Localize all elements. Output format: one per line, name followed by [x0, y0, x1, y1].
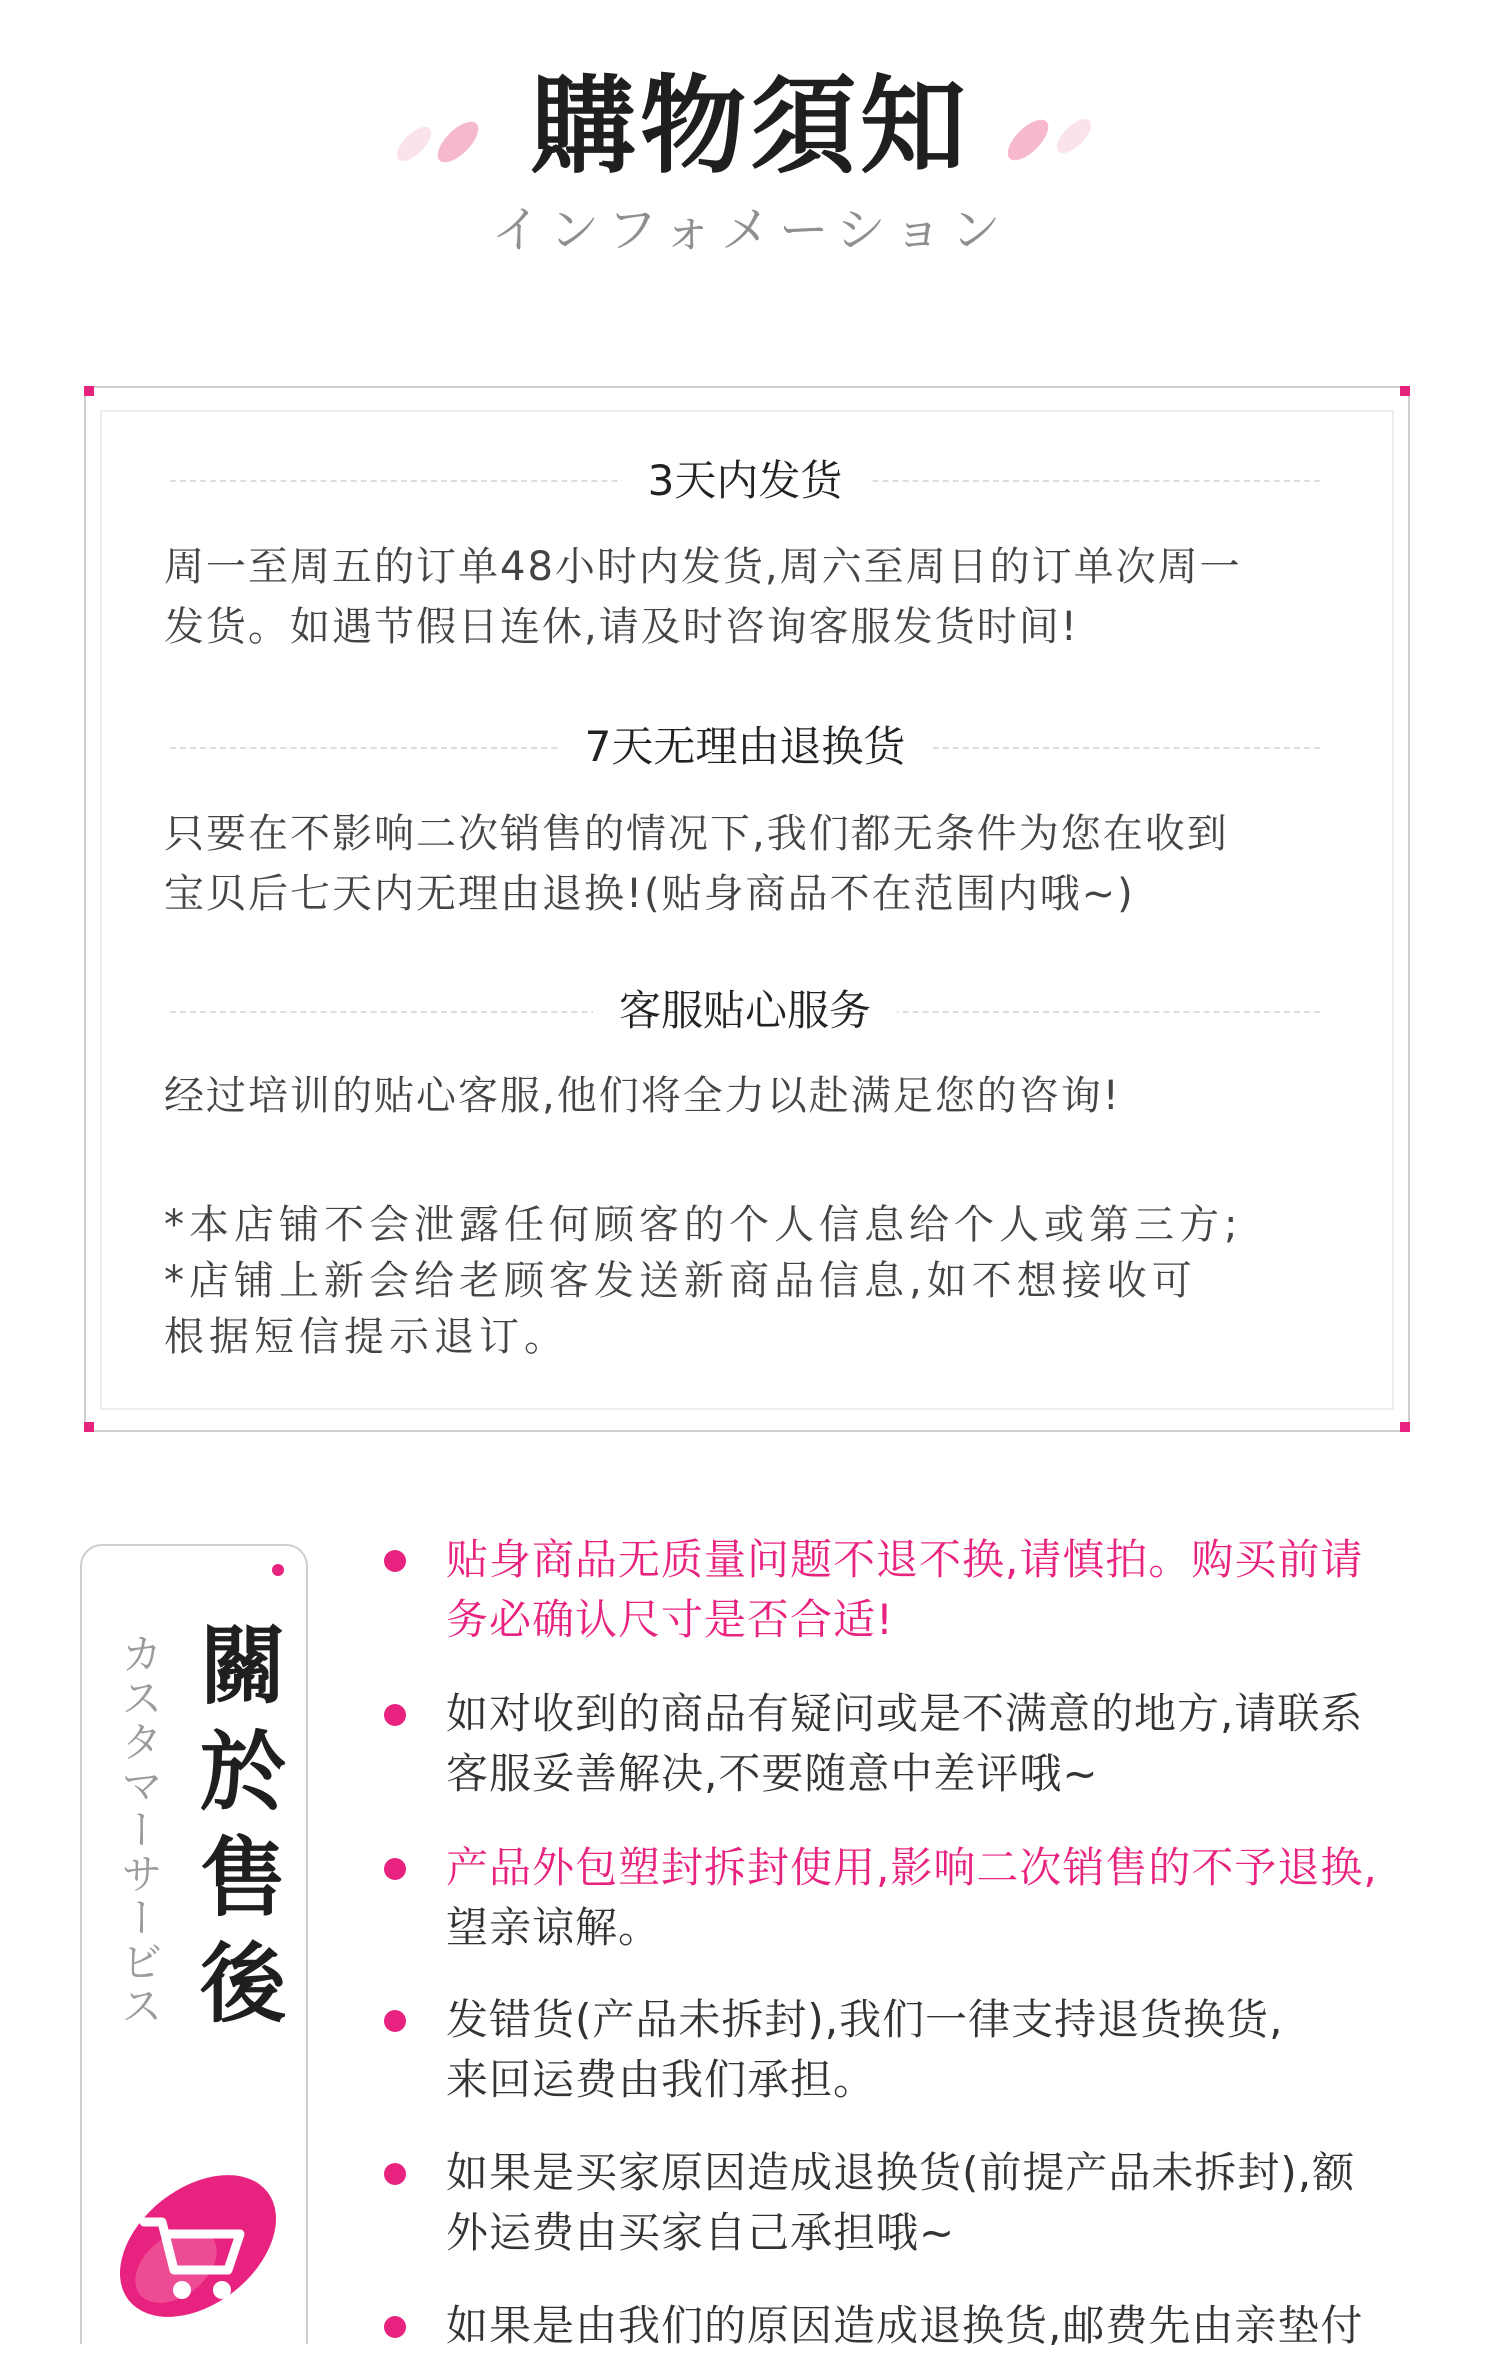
side-subtitle: カスタマーサービス — [115, 1632, 164, 2028]
section-title: 3天内发货 — [170, 456, 1320, 506]
page-subtitle: インフォメーション — [491, 201, 1009, 259]
accent-dot — [272, 1564, 284, 1576]
section-text: 只要在不影响二次销售的情况下,我们都无条件为您在收到 宝贝后七天内无理由退换!(贴身商品不在范围内哦~) — [164, 811, 1229, 917]
bullet-icon — [384, 1704, 406, 1726]
petal-icon — [994, 108, 1104, 168]
section-text: 周一至周五的订单48小时内发货,周六至周日的订单次周一 发货。如遇节假日连休,请及时咨询客服发货时间! — [164, 544, 1242, 650]
page-header — [0, 0, 1500, 300]
shopping-cart-icon — [100, 2150, 290, 2322]
side-title: 關於售後 — [185, 1620, 285, 2044]
page-title: 購物須知 — [530, 65, 970, 188]
privacy-notes: *本店铺不会泄露任何顾客的个人信息给个人或第三方; *店铺上新会给老顾客发送新商品信息,如不想接收可 根据短信提示退订。 — [164, 1202, 1243, 1360]
bullet-icon — [384, 1550, 406, 1572]
corner-mark — [1400, 1422, 1410, 1432]
corner-mark — [1400, 386, 1410, 396]
corner-mark — [84, 386, 94, 396]
bullet-icon — [384, 2010, 406, 2032]
bullet-icon — [384, 1858, 406, 1880]
bullet-icon — [384, 2163, 406, 2185]
section-text: 经过培训的贴心客服,他们将全力以赴满足您的咨询! — [164, 1073, 1121, 1119]
section-title: 客服贴心服务 — [170, 986, 1320, 1036]
section-title: 7天无理由退换货 — [170, 722, 1320, 772]
bullet-icon — [384, 2316, 406, 2338]
corner-mark — [84, 1422, 94, 1432]
